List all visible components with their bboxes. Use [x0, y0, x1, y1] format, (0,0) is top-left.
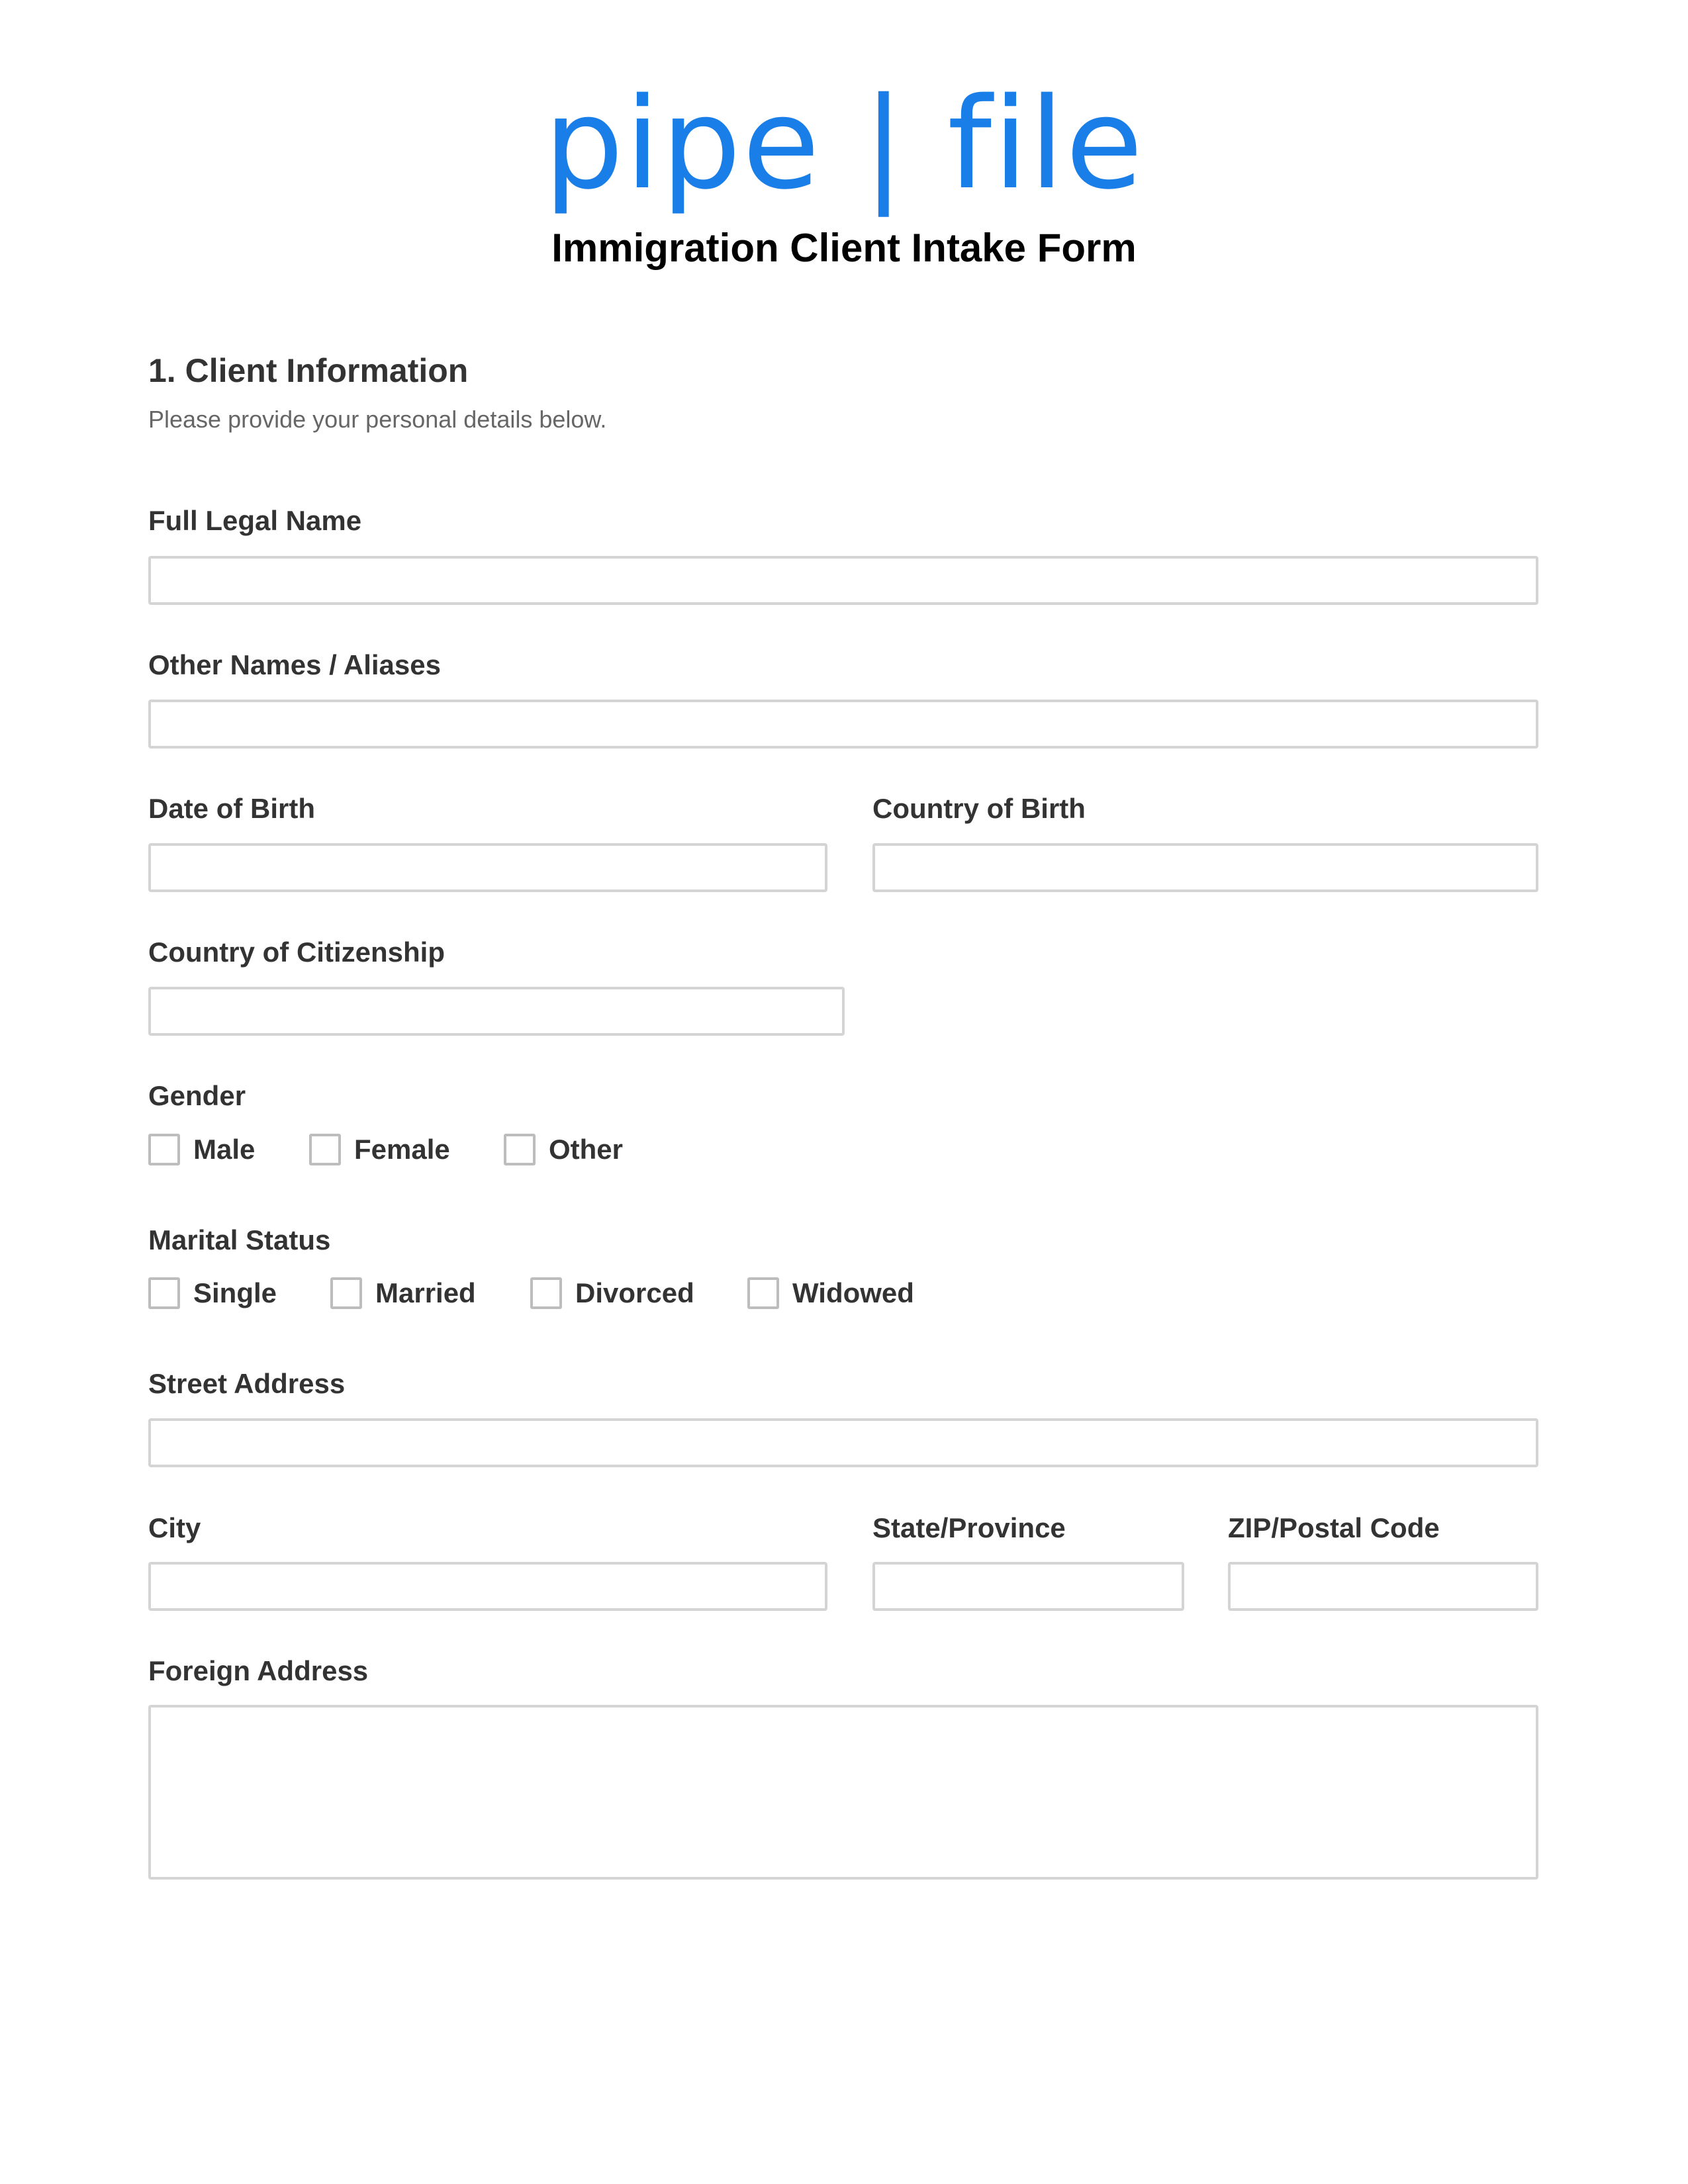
- marital-option-divorced[interactable]: [530, 1277, 694, 1310]
- marital-option-label: Married: [375, 1277, 476, 1308]
- city-label: City: [148, 1512, 201, 1543]
- date-of-birth-input[interactable]: [148, 843, 827, 892]
- marital-option-label: Widowed: [792, 1277, 914, 1308]
- marital-option-single[interactable]: [148, 1277, 277, 1310]
- full-legal-name-input[interactable]: [148, 556, 1538, 605]
- checkbox-icon[interactable]: [309, 1134, 341, 1165]
- state-province-label: State/Province: [872, 1512, 1066, 1543]
- zip-postal-code-label: ZIP/Postal Code: [1228, 1512, 1440, 1543]
- marital-option-label: Divorced: [575, 1277, 694, 1308]
- street-address-input[interactable]: [148, 1418, 1538, 1467]
- checkbox-icon[interactable]: [747, 1277, 779, 1309]
- checkbox-icon[interactable]: [504, 1134, 536, 1165]
- checkbox-icon[interactable]: [148, 1134, 180, 1165]
- city-input[interactable]: [148, 1562, 827, 1611]
- gender-option-label: Male: [193, 1134, 256, 1165]
- form-title: Immigration Client Intake Form: [551, 226, 1137, 270]
- marital-status-label: Marital Status: [148, 1224, 331, 1255]
- zip-postal-code-input[interactable]: [1228, 1562, 1538, 1611]
- gender-option-male[interactable]: [148, 1133, 255, 1166]
- country-of-citizenship-label: Country of Citizenship: [148, 936, 445, 968]
- checkbox-icon[interactable]: [148, 1277, 180, 1309]
- gender-option-label: Female: [354, 1134, 450, 1165]
- gender-label: Gender: [148, 1080, 246, 1111]
- full-legal-name-label: Full Legal Name: [148, 505, 362, 536]
- checkbox-icon[interactable]: [530, 1277, 562, 1309]
- gender-option-female[interactable]: [309, 1133, 450, 1166]
- country-of-birth-label: Country of Birth: [872, 793, 1086, 824]
- gender-option-label: Other: [549, 1134, 624, 1165]
- foreign-address-textarea[interactable]: [148, 1705, 1538, 1880]
- brand-logo: pipe | file: [543, 71, 1145, 217]
- section-description: Please provide your personal details below.: [148, 406, 607, 433]
- country-of-birth-input[interactable]: [872, 843, 1538, 892]
- section-title: 1. Client Information: [148, 352, 469, 389]
- other-names-label: Other Names / Aliases: [148, 649, 441, 680]
- date-of-birth-label: Date of Birth: [148, 793, 315, 824]
- country-of-citizenship-input[interactable]: [148, 987, 845, 1036]
- marital-option-widowed[interactable]: [747, 1277, 914, 1310]
- gender-option-other[interactable]: [504, 1133, 623, 1166]
- state-province-input[interactable]: [872, 1562, 1184, 1611]
- street-address-label: Street Address: [148, 1368, 346, 1399]
- other-names-input[interactable]: [148, 700, 1538, 749]
- foreign-address-label: Foreign Address: [148, 1655, 369, 1686]
- marital-option-married[interactable]: [330, 1277, 476, 1310]
- marital-option-label: Single: [193, 1277, 277, 1308]
- checkbox-icon[interactable]: [330, 1277, 362, 1309]
